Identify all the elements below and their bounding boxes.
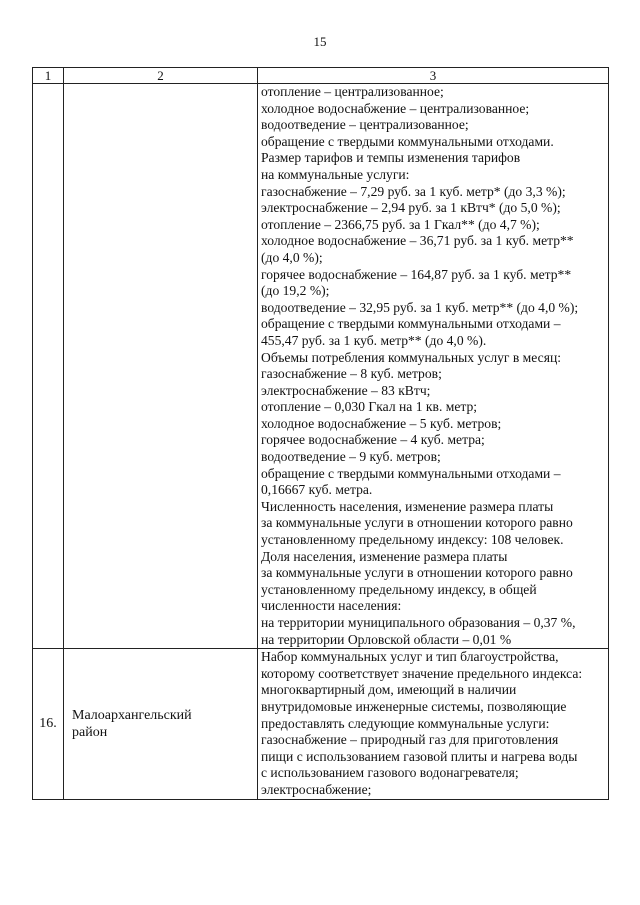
text-line: на территории Орловской области – 0,01 % (261, 631, 512, 647)
text-line: горячее водоснабжение – 164,87 руб. за 1 куб. метр** (261, 266, 572, 282)
text-line: газоснабжение – природный газ для приготовления (261, 732, 559, 748)
text-line: за коммунальные услуги в отношении которого равно (261, 515, 573, 531)
table-row-16 (33, 649, 609, 799)
text-line: Численность населения, изменение размера платы (261, 498, 554, 514)
region-name-line: район (72, 724, 108, 740)
text-line: обращение с твердыми коммунальными отходами – (261, 316, 561, 332)
text-line: с использованием газового водонагревателя; (261, 765, 519, 781)
text-line: установленному предельному индексу, в общей (261, 581, 537, 597)
text-line: многоквартирный дом, имеющий в наличии (261, 682, 517, 698)
text-line: на коммунальные услуги: (261, 166, 410, 182)
text-line: Размер тарифов и темпы изменения тарифов (261, 150, 521, 166)
text-line: холодное водоснабжение – 5 куб. метров; (261, 415, 502, 431)
text-line: холодное водоснабжение – централизованное; (261, 100, 530, 116)
text-line: холодное водоснабжение – 36,71 руб. за 1 куб. метр** (261, 233, 574, 249)
text-line: отопление – 0,030 Гкал на 1 кв. метр; (261, 399, 478, 415)
column-header-3: 3 (258, 68, 609, 84)
content-lines (261, 84, 606, 648)
text-line: обращение с твердыми коммунальными отходами – (261, 465, 561, 481)
text-line: которому соответствует значение предельного индекса: (261, 665, 583, 681)
text-line: установленному предельному индексу: 108 человек. (261, 532, 564, 548)
column-header-2: 2 (64, 68, 258, 84)
text-line: отопление – 2366,75 руб. за 1 Гкал** (до 4,7 %); (261, 216, 540, 232)
text-line: внутридомовые инженерные системы, позволяющие (261, 698, 567, 714)
text-line: 455,47 руб. за 1 куб. метр** (до 4,0 %). (261, 332, 487, 348)
content-cell (258, 649, 609, 799)
text-line: газоснабжение – 7,29 руб. за 1 куб. метр* (до 3,3 %); (261, 183, 566, 199)
text-line: 0,16667 куб. метра. (261, 482, 373, 498)
text-line: на территории муниципального образования – 0,37 %, (261, 615, 576, 630)
text-line: водоотведение – централизованное; (261, 117, 469, 133)
region-cell (64, 84, 258, 649)
text-line: численности населения: (261, 598, 402, 614)
text-line: электроснабжение; (261, 781, 372, 797)
text-line: отопление – централизованное; (261, 84, 444, 99)
tariff-table (32, 67, 609, 800)
row-number-cell: 16. (33, 649, 64, 799)
text-line: пищи с использованием газовой плиты и нагрева воды (261, 748, 578, 764)
text-line: водоотведение – 9 куб. метров; (261, 449, 441, 465)
table-row-continuation (33, 84, 609, 649)
text-line: обращение с твердыми коммунальными отходами. (261, 133, 554, 149)
text-line: электроснабжение – 2,94 руб. за 1 кВтч* (до 5,0 %); (261, 200, 561, 216)
text-line: электроснабжение – 83 кВтч; (261, 382, 431, 398)
region-name-line: Малоархангельский (72, 707, 192, 723)
text-line: (до 19,2 %); (261, 283, 330, 299)
text-line: газоснабжение – 8 куб. метров; (261, 366, 442, 382)
row-number-cell (33, 84, 64, 649)
text-line: Доля населения, изменение размера платы (261, 548, 508, 564)
text-line: Набор коммунальных услуг и тип благоустройства, (261, 649, 559, 665)
text-line: горячее водоснабжение – 4 куб. метра; (261, 432, 485, 448)
content-lines (261, 649, 606, 798)
region-cell (64, 649, 258, 799)
text-line: водоотведение – 32,95 руб. за 1 куб. метр** (до 4,0 %); (261, 299, 579, 315)
text-line: (до 4,0 %); (261, 249, 323, 265)
text-line: предоставлять следующие коммунальные услуги: (261, 715, 550, 731)
table-header-row (33, 68, 609, 84)
column-header-1: 1 (33, 68, 64, 84)
page-number: 15 (313, 34, 327, 49)
content-cell (258, 84, 609, 649)
text-line: Объемы потребления коммунальных услуг в месяц: (261, 349, 561, 365)
text-line: за коммунальные услуги в отношении которого равно (261, 565, 573, 581)
